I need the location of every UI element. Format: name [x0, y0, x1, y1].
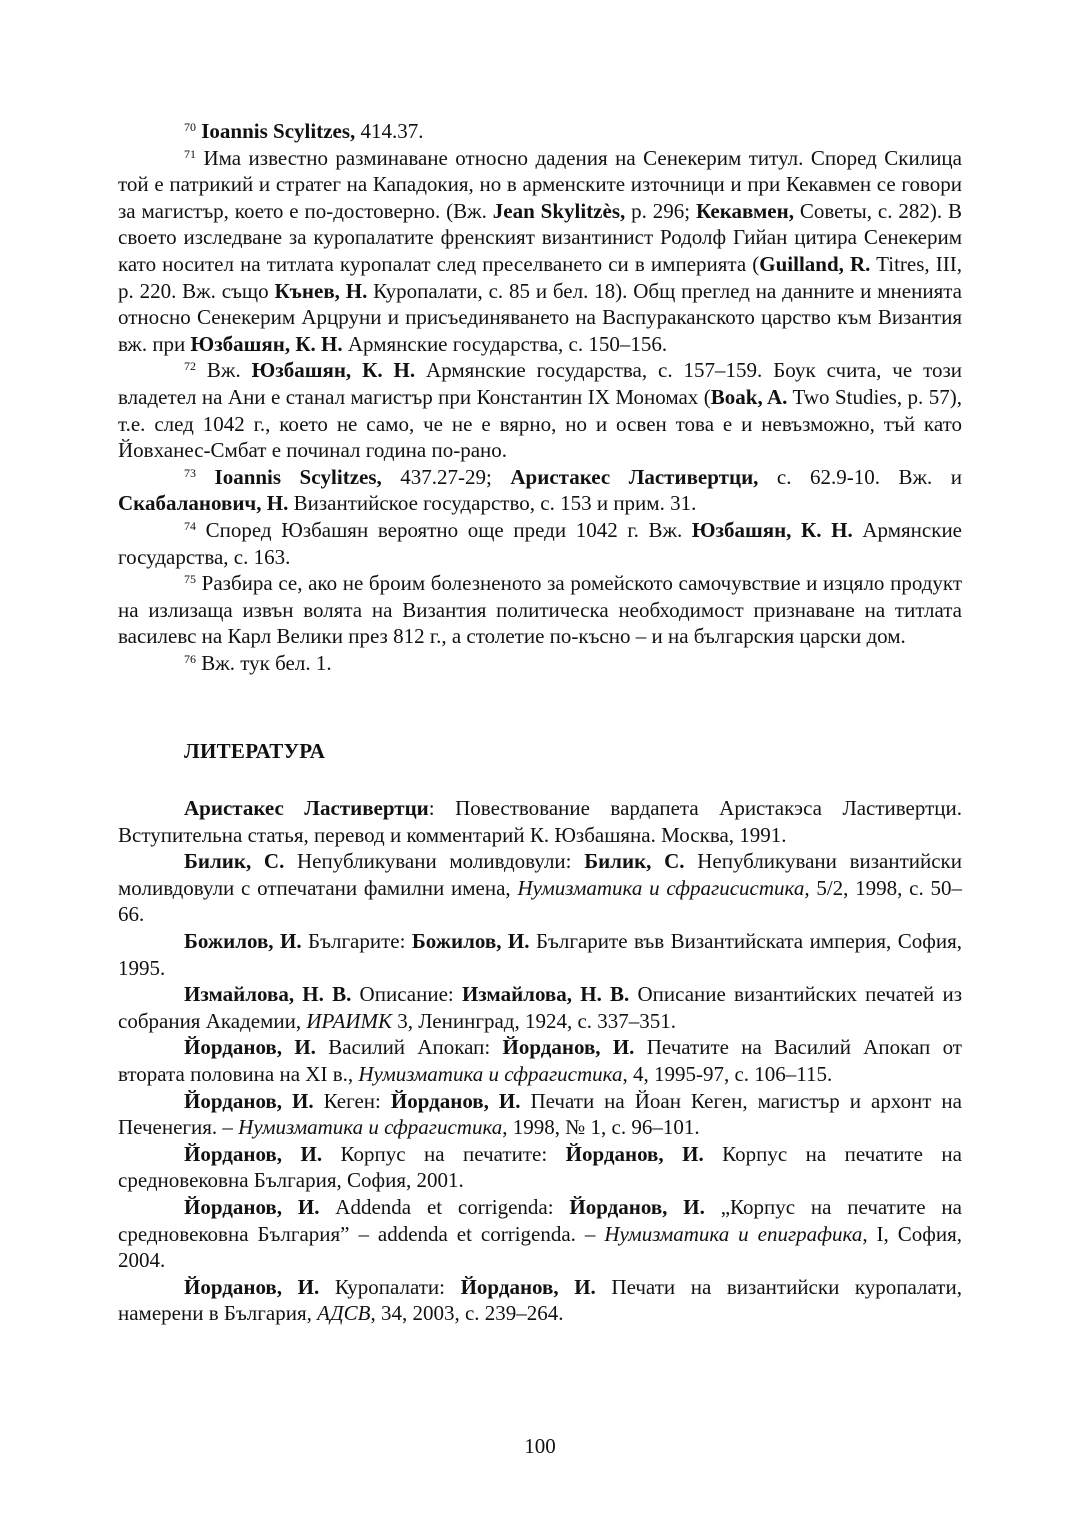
text-run: , 1998, № 1, с. 96–101. [502, 1115, 700, 1140]
literature-heading: ЛИТЕРАТУРА [184, 739, 326, 764]
bold-text: Ioannis Scylitzes, [214, 464, 382, 489]
bold-text: Кънев, Н. [274, 278, 368, 303]
text-run: Куропалати, с. 85 и бел. 18). Общ преглед на данните и мненията относно Сенекерим Арцруни и присъединяването на Васпураканското царство към Византия вж. при [118, 278, 962, 356]
bold-text: Йорданов, И. [460, 1274, 596, 1299]
italic-text: ИРАИМК [306, 1008, 392, 1033]
text-run: Българите във Византийската империя, София, 1995. [118, 929, 963, 980]
bold-text: Guilland, R. [759, 251, 871, 276]
bold-text: Йорданов, И. [184, 1088, 314, 1113]
bibliography-entry [118, 1141, 962, 1194]
bibliography-entry [118, 1088, 962, 1141]
bold-text: Измайлова, Н. В. [461, 982, 630, 1007]
italic-text: Нумизматика и сфрагистика [238, 1115, 503, 1140]
footnote-number: 70 [184, 120, 196, 134]
bold-text: Божилов, И. [184, 929, 302, 954]
bibliography-entry [118, 1194, 962, 1274]
text-run: Българите: [301, 929, 412, 954]
text-run: 414.37. [355, 119, 424, 143]
bold-text: Boak, A. [710, 384, 788, 409]
text-run: Корпус на печатите на средновековна България, София, 2001. [118, 1141, 962, 1193]
bibliography-entry [118, 795, 962, 848]
bold-text: Божилов, И. [411, 929, 530, 954]
footnote-72 [118, 357, 962, 463]
text-run: : Повествование вардапета Аристакэса Ластивертци. Вступительна статья, перевод и комментарий К. Юзбашяна. Москва, 1991. [118, 796, 962, 847]
text-run: с. 62.9-10. Вж. и [758, 464, 963, 489]
text-run: Византийское государство, с. 153 и прим. 31. [288, 491, 697, 516]
text-run: , 4, 1995-97, с. 106–115. [622, 1062, 833, 1086]
bibliography-list [118, 795, 962, 1327]
page-number: 100 [524, 1434, 556, 1458]
text-run: Addenda et corrigenda: [319, 1194, 570, 1219]
bold-text: Билик, С. [184, 849, 285, 874]
text-run: Армянские государства, с. 163. [118, 517, 963, 569]
bold-text: Аристакес Ластивертци [184, 796, 429, 821]
text-run: Печати на византийски куропалати, намерени в България, [118, 1274, 962, 1326]
bold-text: Йорданов, И. [502, 1035, 635, 1060]
bold-text: Аристакес Ластивертци, [510, 464, 759, 489]
text-run [196, 465, 215, 489]
text-run: Армянские государства, с. 150–156. [342, 331, 668, 356]
bold-text: Jean Skylitzès, [492, 198, 626, 223]
footnote-number: 75 [184, 572, 196, 587]
bold-text: Юзбашян, К. Н. [251, 358, 416, 383]
footnote-number: 76 [184, 651, 196, 666]
text-run: Вж. [196, 358, 252, 383]
bold-text: Йорданов, И. [569, 1194, 705, 1219]
bold-text: Йорданов, И. [390, 1088, 521, 1113]
page-content [118, 118, 962, 1327]
text-run: Има известно разминаване относно дадения на Сенекерим титул. Според Скилица той е патрикий и стратег на Кападокия, но в арменските източници и при Кекавмен се говори за магистър, което е по-достоверно. (Вж. [118, 145, 962, 223]
footnote-74 [118, 517, 962, 570]
bibliography-entry [118, 848, 962, 928]
text-run: Печати на Йоан Кеген, магистър и архонт на Печенегия. – [118, 1088, 962, 1140]
text-run: Two Studies, p. 57), т.е. след 1042 г., което не само, че не е вярно, но и освен това е и невъзможно, тъй като Йовханес-Смбат е починал година по-рано. [118, 384, 962, 463]
footnote-73 [118, 464, 962, 517]
bold-text: Юзбашян, К. Н. [691, 517, 853, 542]
italic-text: Нумизматика и сфрагистика [358, 1062, 623, 1086]
bold-text: Йорданов, И. [184, 1141, 323, 1166]
text-run: 437.27-29; [381, 464, 511, 489]
italic-text: Нумизматика и епиграфика [604, 1221, 863, 1246]
text-run: „Корпус на печатите на средновековна България” – addenda et corrigenda. – [118, 1194, 962, 1246]
bold-text: Йорданов, И. [184, 1194, 320, 1219]
text-run: Непубликувани моливдовули: [284, 849, 585, 874]
text-run: Според Юзбашян вероятно още преди 1042 г. Вж. [196, 517, 692, 542]
footnote-71 [118, 145, 962, 358]
footnote-number: 72 [184, 359, 196, 374]
text-run: Непубликувани византийски моливдовули с отпечатани фамилни имена, [118, 849, 962, 900]
footnote-number: 71 [184, 146, 196, 161]
text-run: , I, София, 2004. [118, 1221, 962, 1273]
bold-text: Юзбашян, К. Н. [190, 331, 343, 356]
italic-text: АДСВ [317, 1301, 371, 1326]
bibliography-entry [118, 1274, 962, 1327]
footnote-number: 73 [184, 465, 196, 480]
text-run: Печатите на Василий Апокап от втората половина на XI в., [118, 1035, 962, 1086]
footnotes-section [118, 118, 962, 676]
text-run: 5/2, 1998, с. 50–66. [118, 875, 962, 927]
text-run: Titres, III, p. 220. Вж. също [118, 251, 962, 303]
text-run: Кеген: [313, 1088, 391, 1113]
bibliography-entry [118, 928, 962, 981]
bold-text: Ioannis Scylitzes, [201, 119, 356, 143]
bold-text: Йорданов, И. [184, 1035, 316, 1060]
footnote-70 [118, 118, 962, 145]
italic-text: Нумизматика и сфрагисистика, [517, 875, 810, 900]
text-run: Корпус на печатите: [322, 1141, 566, 1166]
bibliography-entry [118, 981, 962, 1034]
footnote-76 [118, 650, 962, 677]
bold-text: Скабаланович, Н. [118, 491, 289, 516]
bold-text: Йорданов, И. [565, 1141, 704, 1166]
footnote-75 [118, 570, 962, 650]
bibliography-entry [118, 1034, 962, 1087]
bold-text: Измайлова, Н. В. [184, 982, 352, 1007]
text-run: p. 296; [625, 198, 696, 223]
text-run: Описание: [351, 982, 462, 1007]
text-run: Куропалати: [319, 1274, 461, 1299]
text-run: Василий Апокап: [315, 1035, 503, 1060]
text-run: 3, Ленинград, 1924, с. 337–351. [391, 1008, 677, 1033]
text-run: Описание византийских печатей из собрания Академии, [118, 982, 963, 1033]
text-run: Армянские государства, с. 157–159. Боук счита, че този владетел на Ани е станал магистър при Константин IX Мономах ( [118, 358, 962, 409]
footnote-number: 74 [184, 518, 196, 533]
text-run: Разбира се, ако не броим болезненото за ромейското самочувствие и изцяло продукт на излизаща извън волята на Византия политическа необходимост признаване на титлата василевс на Карл Велики през 812 г., а столетие по-късно – и на българския царски дом. [118, 571, 962, 649]
bold-text: Кекавмен, [695, 198, 794, 223]
text-run: , 34, 2003, с. 239–264. [370, 1301, 564, 1326]
bold-text: Билик, С. [584, 849, 685, 874]
text-run: Вж. тук бел. 1. [196, 650, 332, 675]
text-run: Советы, с. 282). В своето изследване за куропалатите френският византинист Родолф Гийан цитира Сенекерим като носител на титлата куропалат след преселването си в империята ( [118, 198, 962, 276]
bold-text: Йорданов, И. [184, 1274, 320, 1299]
